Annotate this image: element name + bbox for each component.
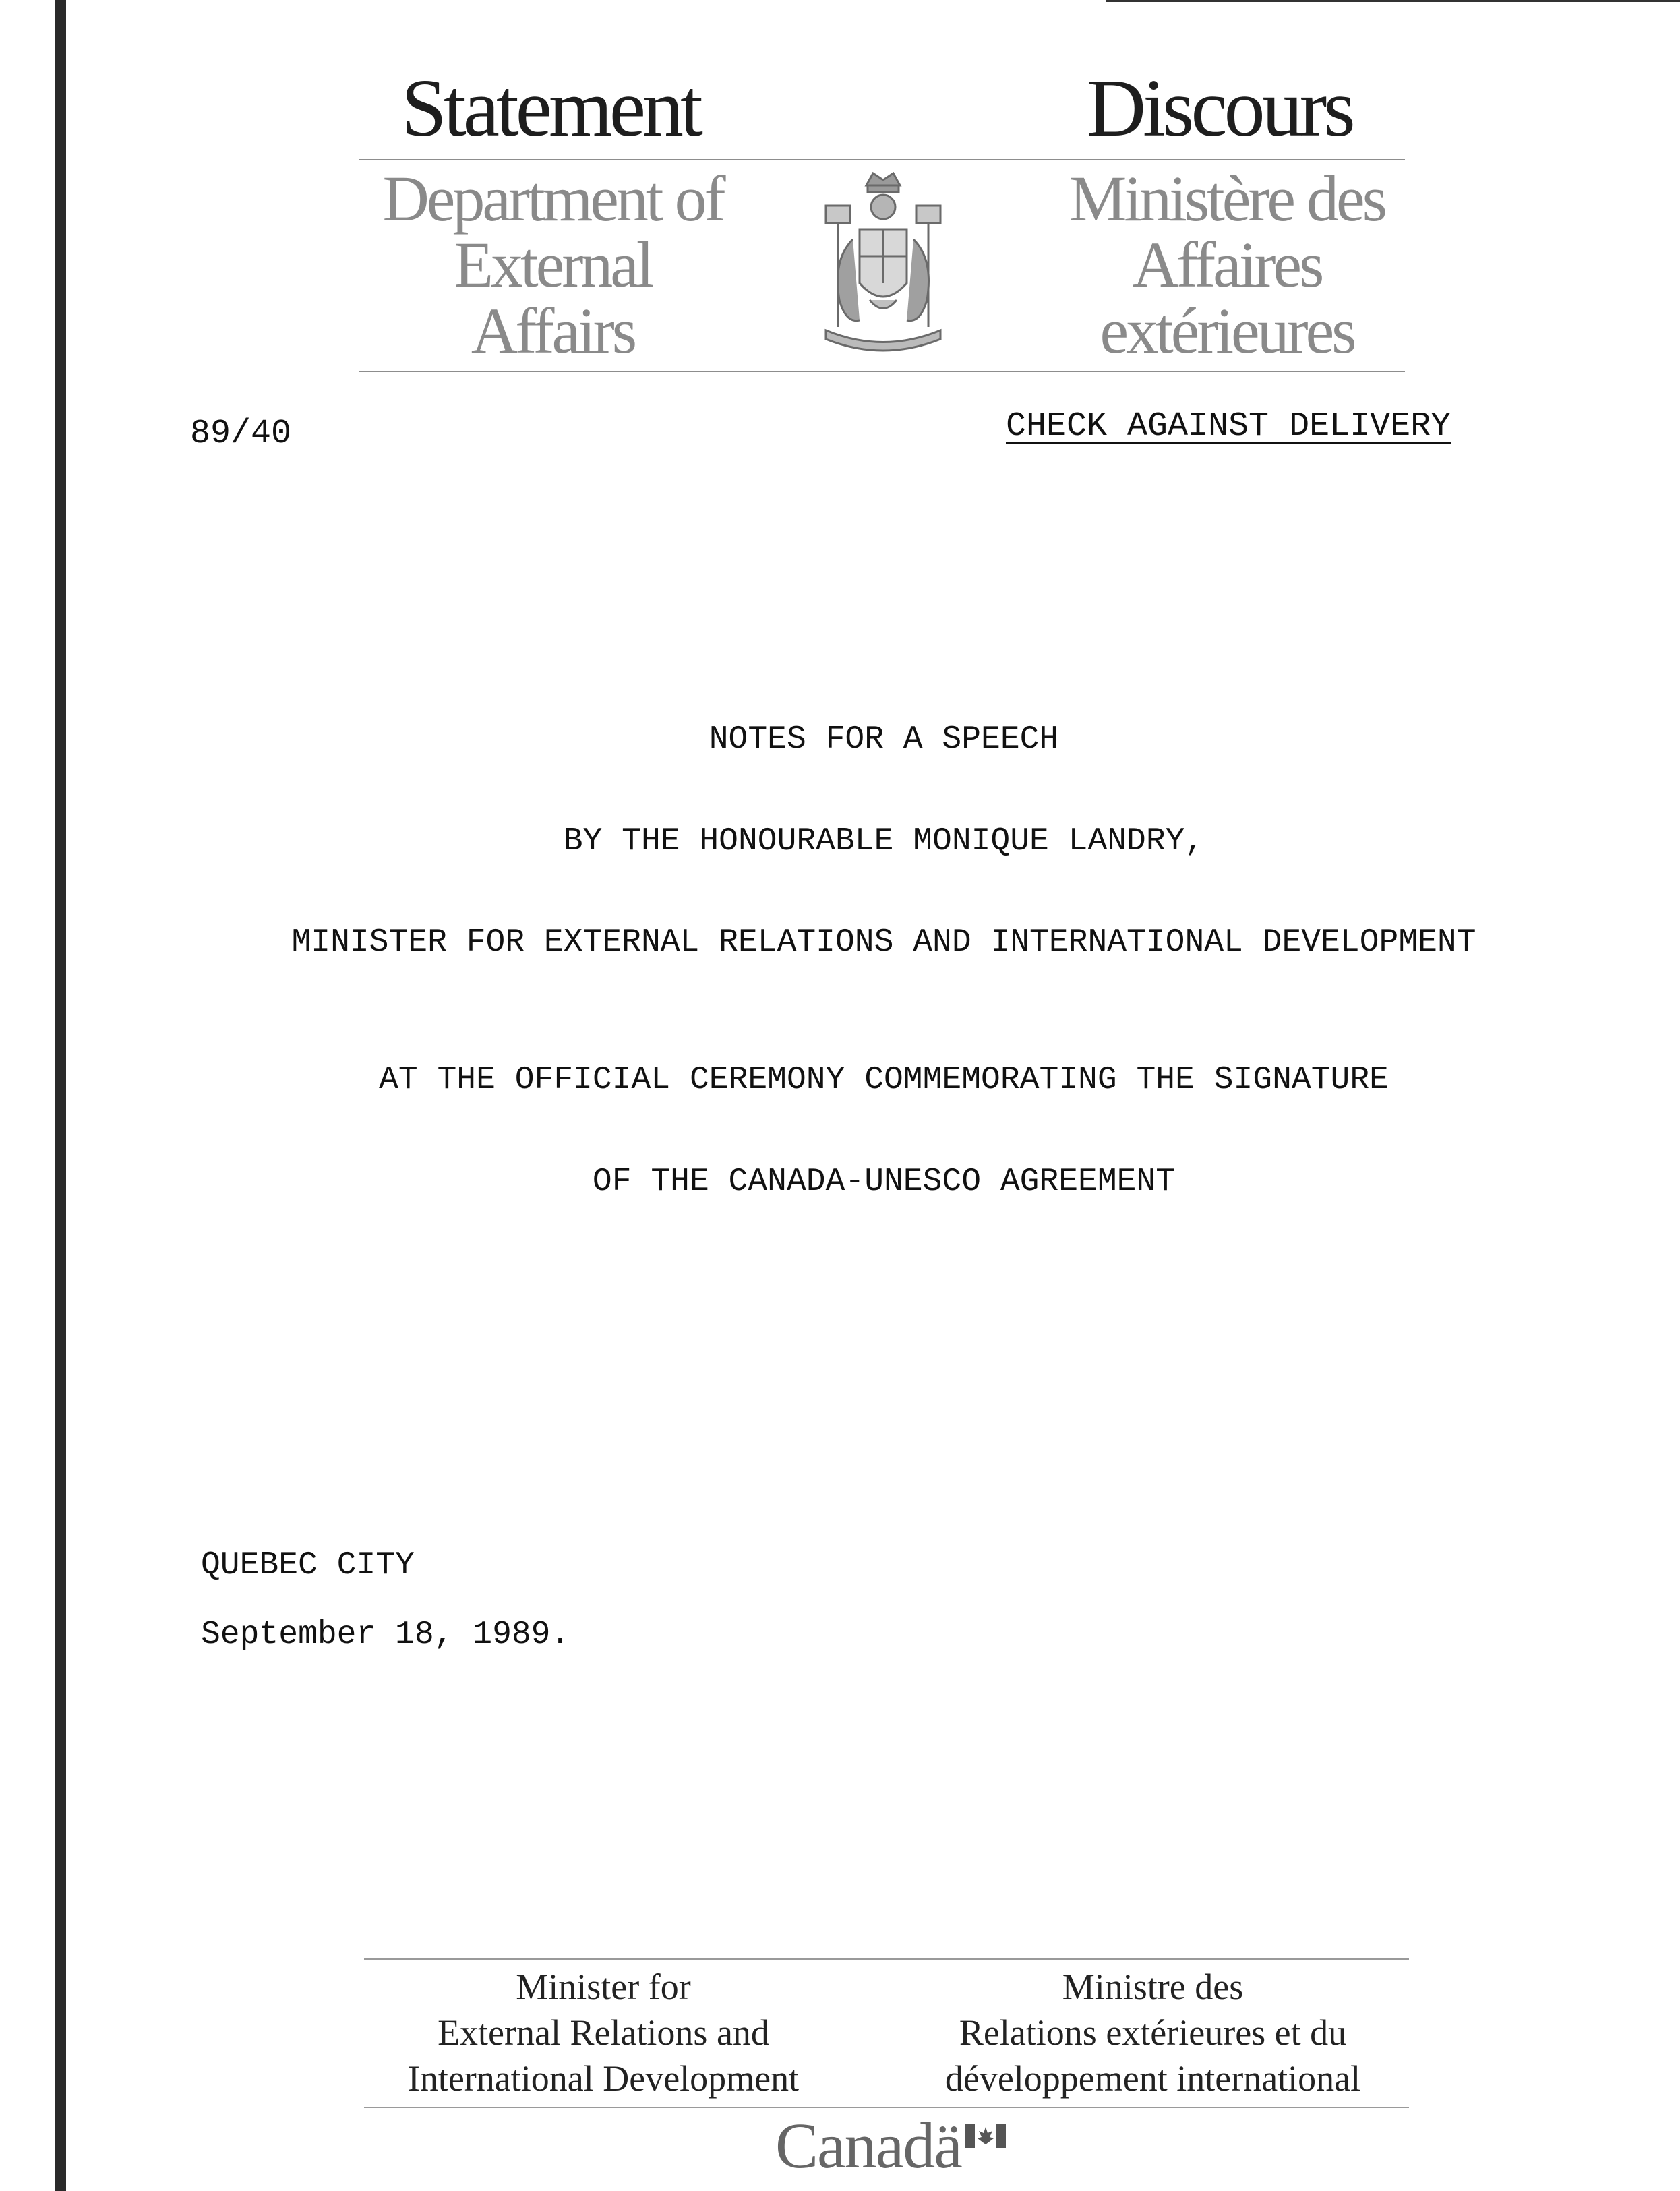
footer-fr-line: développement international xyxy=(944,2058,1361,2099)
masthead-rule-bottom xyxy=(359,371,1405,372)
masthead-rule-top xyxy=(359,159,1405,160)
speech-title-line: BY THE HONOURABLE MONIQUE LANDRY, xyxy=(563,823,1205,860)
speech-title-line: MINISTER FOR EXTERNAL RELATIONS AND INTERNATIONAL DEVELOPMENT xyxy=(291,924,1476,961)
speech-date: September 18, 1989. xyxy=(201,1617,570,1653)
canada-flag-icon xyxy=(965,2124,1006,2148)
speech-title-line: OF THE CANADA-UNESCO AGREEMENT xyxy=(592,1164,1176,1200)
department-en-line: Department of xyxy=(382,162,723,235)
footer-fr-line: Ministre des xyxy=(1062,1967,1244,2007)
coat-of-arms-icon xyxy=(812,165,954,361)
footer-minister-en xyxy=(354,1964,853,2101)
canada-wordmark: Canadä xyxy=(775,2109,961,2182)
document-number: 89/40 xyxy=(190,415,292,453)
footer-minister-fr xyxy=(903,1964,1402,2101)
footer-en-line: Minister for xyxy=(516,1967,691,2007)
footer-rule-top xyxy=(364,1958,1409,1960)
speech-location: QUEBEC CITY xyxy=(201,1547,415,1584)
department-name-fr xyxy=(1025,162,1429,367)
footer-rule-bottom xyxy=(364,2107,1409,2108)
department-name-en xyxy=(351,162,755,367)
footer-en-line: International Development xyxy=(407,2058,800,2099)
department-fr-line: extérieures xyxy=(1100,295,1354,367)
masthead-discours: Discours xyxy=(1087,63,1352,154)
department-fr-line: Ministère des xyxy=(1069,162,1385,235)
footer-fr-line: Relations extérieures et du xyxy=(959,2012,1347,2053)
speech-title-line: NOTES FOR A SPEECH xyxy=(709,721,1059,758)
top-edge-rule xyxy=(1106,0,1680,2)
masthead-statement: Statement xyxy=(401,63,700,154)
footer-en-line: External Relations and xyxy=(438,2012,769,2053)
department-en-line: Affairs xyxy=(471,295,635,367)
department-fr-line: Affaires xyxy=(1132,229,1322,301)
check-against-delivery: CHECK AGAINST DELIVERY xyxy=(1006,407,1451,446)
department-en-line: External xyxy=(454,229,652,301)
speech-title-line: AT THE OFFICIAL CEREMONY COMMEMORATING THE SIGNATURE xyxy=(379,1062,1389,1098)
